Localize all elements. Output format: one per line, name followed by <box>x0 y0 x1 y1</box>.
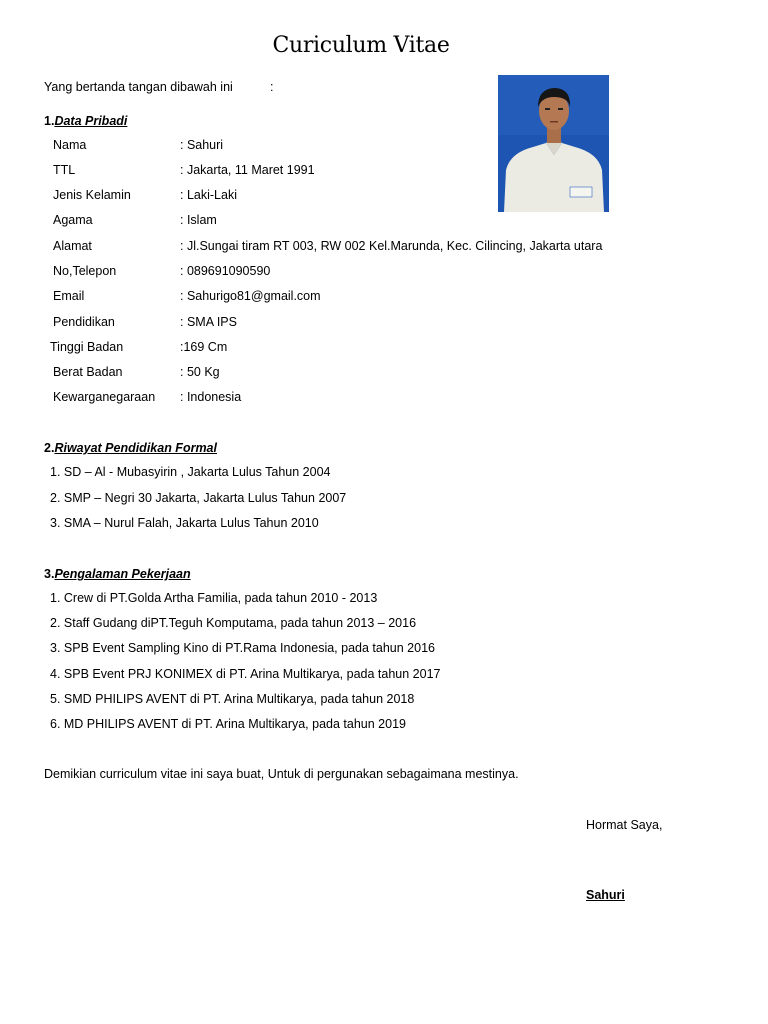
section-pengalaman-pekerjaan-heading <box>44 567 191 581</box>
experience-item: 4. SPB Event PRJ KONIMEX di PT. Arina Multikarya, pada tahun 2017 <box>50 667 441 681</box>
field-value: : 50 Kg <box>180 365 220 379</box>
signature-name: Sahuri <box>586 888 625 902</box>
field-value: : Laki-Laki <box>180 188 237 202</box>
experience-item: 2. Staff Gudang diPT.Teguh Komputama, pada tahun 2013 – 2016 <box>50 616 417 630</box>
field-value: : Jl.Sungai tiram RT 003, RW 002 Kel.Marunda, Kec. Cilincing, Jakarta utara <box>180 239 603 253</box>
experience-item: 6. MD PHILIPS AVENT di PT. Arina Multikarya, pada tahun 2019 <box>50 717 406 731</box>
regards-text: Hormat Saya, <box>586 818 663 832</box>
section-title: Riwayat Pendidikan Formal <box>54 441 217 455</box>
field-value: : Jakarta, 11 Maret 1991 <box>180 163 315 177</box>
closing-statement: Demikian curriculum vitae ini saya buat, Untuk di pergunakan sebagaimana mestinya. <box>44 767 519 781</box>
field-value: : Sahurigo81@gmail.com <box>180 289 321 303</box>
field-label: Email <box>53 289 85 303</box>
field-label: Pendidikan <box>53 315 115 329</box>
field-label: Kewarganegaraan <box>53 390 156 404</box>
section-title: Pengalaman Pekerjaan <box>54 567 191 581</box>
field-value: : 089691090590 <box>180 264 271 278</box>
field-label: TTL <box>53 163 76 177</box>
education-item: 1. SD – Al - Mubasyirin , Jakarta Lulus Tahun 2004 <box>50 465 331 479</box>
field-value: : SMA IPS <box>180 315 237 329</box>
field-label: Jenis Kelamin <box>53 188 131 202</box>
intro-text: Yang bertanda tangan dibawah ini <box>44 80 233 94</box>
field-label: Alamat <box>53 239 92 253</box>
field-label: Berat Badan <box>53 365 123 379</box>
education-item: 3. SMA – Nurul Falah, Jakarta Lulus Tahun 2010 <box>50 516 319 530</box>
field-label: Agama <box>53 213 93 227</box>
section-number: 1. <box>44 114 55 128</box>
section-number: 3. <box>44 567 55 581</box>
field-value: : Islam <box>180 213 217 227</box>
field-label: Tinggi Badan <box>50 340 124 354</box>
experience-item: 5. SMD PHILIPS AVENT di PT. Arina Multikarya, pada tahun 2018 <box>50 692 415 706</box>
document-title: Curiculum Vitae <box>272 33 450 58</box>
field-label: No,Telepon <box>53 264 117 278</box>
section-number: 2. <box>44 441 55 455</box>
experience-item: 3. SPB Event Sampling Kino di PT.Rama Indonesia, pada tahun 2016 <box>50 641 435 655</box>
intro-colon: : <box>270 80 274 94</box>
experience-item: 1. Crew di PT.Golda Artha Familia, pada tahun 2010 - 2013 <box>50 591 378 605</box>
section-riwayat-pendidikan-heading <box>44 441 217 455</box>
field-value: : Indonesia <box>180 390 242 404</box>
field-label: Nama <box>53 138 87 152</box>
section-title: Data Pribadi <box>54 114 128 128</box>
field-value: : Sahuri <box>180 138 224 152</box>
education-item: 2. SMP – Negri 30 Jakarta, Jakarta Lulus Tahun 2007 <box>50 491 347 505</box>
profile-photo <box>498 75 609 212</box>
profile-photo-illustration <box>498 75 609 212</box>
field-value: :169 Cm <box>180 340 228 354</box>
section-data-pribadi-heading <box>44 114 127 128</box>
